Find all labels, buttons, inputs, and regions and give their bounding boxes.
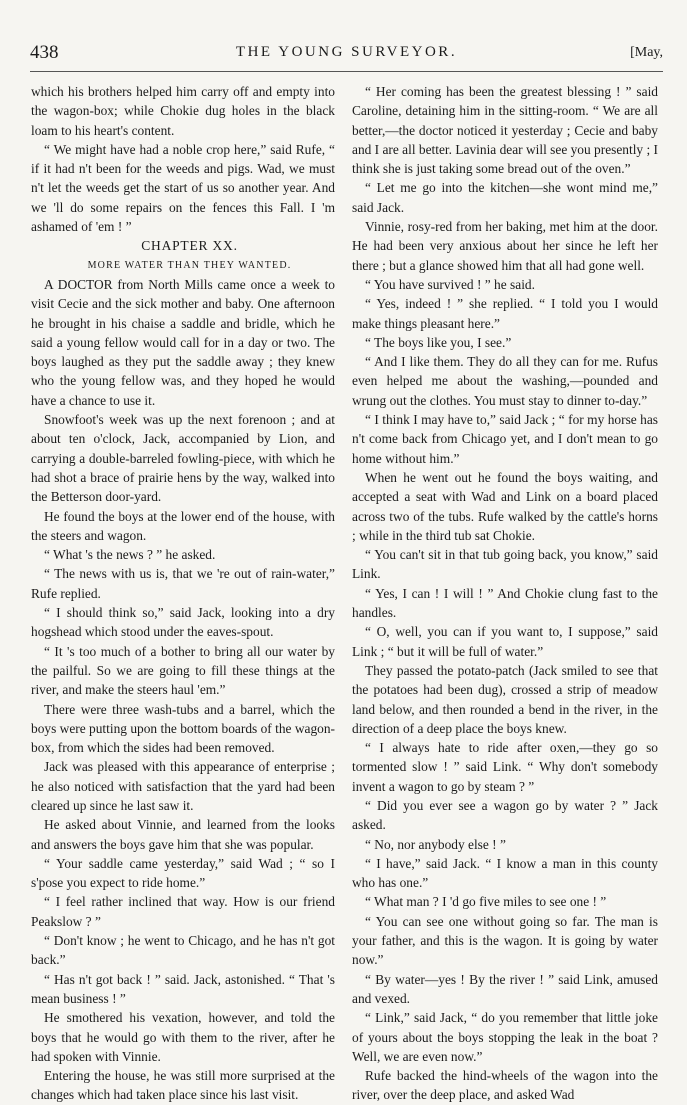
- paragraph: A DOCTOR from North Mills came once a week to visit Cecie and the sick mother and baby. One afternoon he brought in his chaise a saddle and bridle, which he said a young fellow would call for in a day or two. The boys laughed as they put the saddle away ; they knew who the young fellow was, and they hoped he would have a chance to use it.: [31, 276, 335, 408]
- paragraph: “ The boys like you, I see.”: [365, 334, 512, 350]
- paragraph: “ You can see one without going so far. The man is your father, and this is the wagon. It is going by water now.”: [352, 913, 658, 968]
- paragraph: “ It 's too much of a bother to bring all our water by the pailful. So we are going to fill these things at the river, and make the steers haul 'em.”: [31, 643, 335, 698]
- issue-month: [May,: [630, 45, 663, 60]
- paragraph: There were three wash-tubs and a barrel, which the boys were putting upon the bottom boards of the wagon-box, from which the sides had been removed.: [31, 701, 335, 756]
- running-title: THE YOUNG SURVEYOR.: [235, 44, 458, 60]
- paragraph: “ Don't know ; he went to Chicago, and he has n't got back.”: [31, 933, 335, 968]
- paragraph: He found the boys at the lower end of the house, with the steers and wagon.: [31, 508, 335, 543]
- paragraph: “ You can't sit in that tub going back, you know,” said Link.: [352, 547, 658, 582]
- paragraph: “ The news with us is, that we 're out of rain-water,” Rufe replied.: [31, 566, 335, 601]
- paragraph: “ What man ? I 'd go five miles to see one ! ”: [365, 894, 607, 910]
- paragraph: When he went out he found the boys waiting, and accepted a seat with Wad and Link on a board placed across two of the tubs. Rufe walked by the cattle's horns ; while in the third tub sat Chokie.: [352, 469, 658, 543]
- header-rule: [30, 71, 663, 72]
- paragraph: He smothered his vexation, however, and told the boys that he would go with them to the river, after he had spoken with Vinnie.: [31, 1010, 335, 1064]
- paragraph: “ O, well, you can if you want to, I suppose,” said Link ; “ but it will be full of water.”: [352, 624, 658, 659]
- paragraph: “ I always hate to ride after oxen,—they go so tormented slow ! ” said Link. “ Why don't somebody invent a wagon to go by steam ? ”: [352, 740, 658, 794]
- paragraph: “ Has n't got back ! ” said. Jack, astonished. “ That 's mean business ! ”: [31, 971, 335, 1006]
- chapter-subtitle: MORE WATER THAN THEY WANTED.: [87, 259, 292, 271]
- paragraph: “ Yes, indeed ! ” she replied. “ I told you I would make things pleasant here.”: [352, 296, 658, 331]
- paragraph: “ By water—yes ! By the river ! ” said Link, amused and vexed.: [352, 971, 658, 1006]
- paragraph: “ Her coming has been the greatest blessing ! ” said Caroline, detaining him in the sitting-room. “ We are all better,—the doctor noticed it yesterday ; Cecie and baby and I are all better. Lavinia dear will see you presently ; I think she is just taking some bread out of the oven.”: [352, 84, 659, 177]
- paragraph: Jack was pleased with this appearance of enterprise ; he also noticed with satisfaction that the yard had been cleared up since he last saw it.: [31, 759, 335, 813]
- paragraph: He asked about Vinnie, and learned from the looks and answers the boys gave him that she was popular.: [31, 817, 335, 852]
- left-column: [31, 82, 335, 1105]
- paragraph: “ No, nor anybody else ! ”: [365, 836, 506, 852]
- paragraph: “ Did you ever see a wagon go by water ? ” Jack asked.: [352, 797, 658, 833]
- paragraph: Entering the house, he was still more surprised at the changes which had taken place since his last visit.: [31, 1068, 335, 1103]
- paragraph: which his brothers helped him carry off and empty into the wagon-box; while Chokie dug holes in the black loam to his heart's content.: [31, 84, 335, 138]
- paragraph: “ Yes, I can ! I will ! ” And Chokie clung fast to the handles.: [352, 585, 658, 621]
- paragraph: They passed the potato-patch (Jack smiled to see that the potatoes had been dug), crossed a strip of meadow land below, and then rounded a bend in the river, in the direction of a deep place the boys knew.: [352, 662, 658, 736]
- paragraph: “ What 's the news ? ” he asked.: [44, 547, 216, 563]
- paragraph: Snowfoot's week was up the next forenoon ; and at about ten o'clock, Jack, accompanied by Lion, and carrying a double-barreled fowling-piece, with which he had shot a brace of prairie hens by the way, walked into the Betterson door-yard.: [31, 412, 335, 505]
- page-number: 438: [30, 42, 59, 63]
- paragraph: “ Link,” said Jack, “ do you remember that little joke of yours about the boys stopping the leak in the boat ? Well, we are even now.”: [352, 1010, 658, 1064]
- paragraph: “ And I like them. They do all they can for me. Rufus even helped me about the washing,—pounded and wrung out the clothes. You must stay to dinner to-day.”: [352, 354, 658, 408]
- paragraph: “ I think I may have to,” said Jack ; “ for my horse has n't come back from Chicago yet, and I don't mean to go home without him.”: [352, 412, 658, 466]
- paragraph: “ We might have had a noble crop here,” said Rufe, “ if it had n't been for the weeds and pigs. Wad, we must n't let the weeds get the start of us so another year. And we 'll do some repairs on the fences this Fall. I 'm ashamed of 'em ! ”: [31, 141, 335, 235]
- paragraph: Rufe backed the hind-wheels of the wagon into the river, over the deep place, and asked Wad: [352, 1068, 658, 1103]
- paragraph: “ You have survived ! ” he said.: [365, 276, 535, 292]
- chapter-title: CHAPTER XX.: [141, 238, 238, 254]
- paragraph: “ Let me go into the kitchen—she wont mind me,” said Jack.: [352, 180, 658, 215]
- paragraph: “ I should think so,” said Jack, looking into a dry hogshead which stood under the eaves-spout.: [31, 605, 335, 640]
- page-header: [30, 40, 663, 66]
- paragraph: “ I have,” said Jack. “ I know a man in this county who has one.”: [352, 855, 658, 891]
- paragraph: “ I feel rather inclined that way. How is our friend Peakslow ? ”: [31, 894, 335, 929]
- paragraph: Vinnie, rosy-red from her baking, met him at the door. He had been very anxious about her since he left her there ; but a glance showed him that all had gone well.: [352, 219, 658, 273]
- right-column: [352, 82, 658, 1105]
- paragraph: “ Your saddle came yesterday,” said Wad ; “ so I s'pose you expect to ride home.”: [31, 855, 335, 891]
